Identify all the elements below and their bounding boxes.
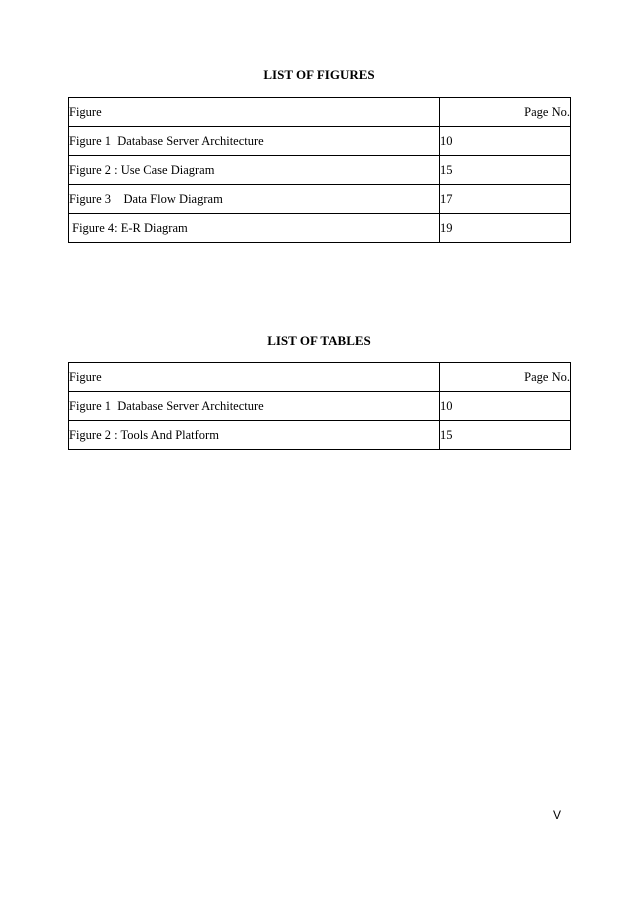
- page-column-header: Page No.: [440, 363, 571, 392]
- figure-name-cell: Figure 2 : Use Case Diagram: [69, 156, 440, 185]
- table-row: [69, 127, 571, 156]
- page-number-cell: 10: [440, 392, 571, 421]
- page-number-cell: 10: [440, 127, 571, 156]
- page-column-header: Page No.: [440, 98, 571, 127]
- table-header-row: [69, 363, 571, 392]
- table-row: [69, 214, 571, 243]
- page-number-cell: 15: [440, 421, 571, 450]
- table-row: [69, 421, 571, 450]
- page-number-cell: 17: [440, 185, 571, 214]
- list-of-figures-title: LIST OF FIGURES: [263, 67, 375, 82]
- page-number-cell: 19: [440, 214, 571, 243]
- figure-column-header: Figure: [69, 98, 440, 127]
- table-row: [69, 156, 571, 185]
- page-number: V: [553, 808, 562, 822]
- tables-table: [68, 362, 571, 450]
- list-of-tables-title: LIST OF TABLES: [267, 333, 371, 348]
- table-header-row: [69, 98, 571, 127]
- table-row: [69, 392, 571, 421]
- figures-table: [68, 97, 571, 243]
- figure-name-cell: Figure 2 : Tools And Platform: [69, 421, 440, 450]
- table-row: [69, 185, 571, 214]
- figure-name-cell: Figure 4: E-R Diagram: [69, 214, 440, 243]
- figure-column-header: Figure: [69, 363, 440, 392]
- figure-name-cell: Figure 3 Data Flow Diagram: [69, 185, 440, 214]
- page-number-cell: 15: [440, 156, 571, 185]
- figure-name-cell: Figure 1 Database Server Architecture: [69, 127, 440, 156]
- figure-name-cell: Figure 1 Database Server Architecture: [69, 392, 440, 421]
